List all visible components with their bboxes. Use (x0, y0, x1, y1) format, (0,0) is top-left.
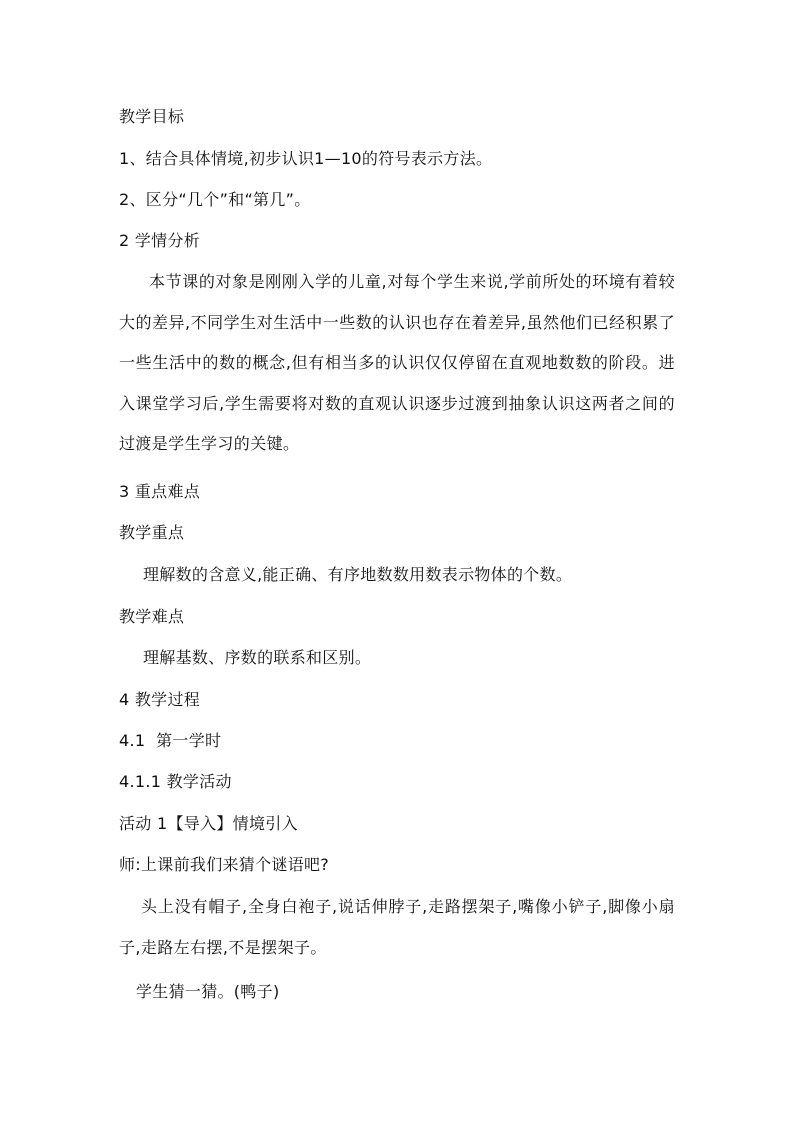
riddle-paragraph: 头上没有帽子,全身白袍子,说话伸脖子,走路摆架子,嘴像小铲子,脚像小扇子,走路左右摆,不是摆架子。 (119, 897, 675, 957)
heading-teaching-key-point: 教学重点 (119, 523, 185, 542)
heading-teaching-process: 4 教学过程 (119, 690, 201, 709)
heading-first-lesson: 4.1 第一学时 (119, 731, 222, 750)
objective-item-2: 2、区分“几个”和“第几”。 (119, 190, 311, 209)
teaching-difficult-point-text: 理解基数、序数的联系和区别。 (143, 648, 372, 667)
objective-item-1: 1、结合具体情境,初步认识1—10的符号表示方法。 (119, 149, 493, 168)
teaching-key-point-text: 理解数的含意义,能正确、有序地数数用数表示物体的个数。 (143, 565, 573, 584)
learning-analysis-paragraph: 本节课的对象是刚刚入学的儿童,对每个学生来说,学前所处的环境有着较大的差异,不同学生对生活中一些数的认识也存在着差异,虽然他们已经积累了一些生活中的数的概念,但有相当多的认识仅仅停留在直观地数数的阶段。进入课堂学习后,学生需要将对数的直观认识逐步过渡到抽象认识这两者之间的过渡是学生学习的关键。 (119, 272, 675, 453)
heading-key-and-difficult-points: 3 重点难点 (119, 482, 201, 501)
heading-teaching-objectives: 教学目标 (119, 107, 185, 126)
heading-learning-analysis: 2 学情分析 (119, 231, 201, 250)
teacher-line: 师:上课前我们来猜个谜语吧? (119, 855, 330, 874)
heading-teaching-activities: 4.1.1 教学活动 (119, 772, 232, 791)
activity-1-title: 活动 1【导入】情境引入 (119, 814, 298, 833)
students-guess-line: 学生猜一猜。(鸭子) (136, 982, 280, 1001)
heading-teaching-difficult-point: 教学难点 (119, 607, 185, 626)
